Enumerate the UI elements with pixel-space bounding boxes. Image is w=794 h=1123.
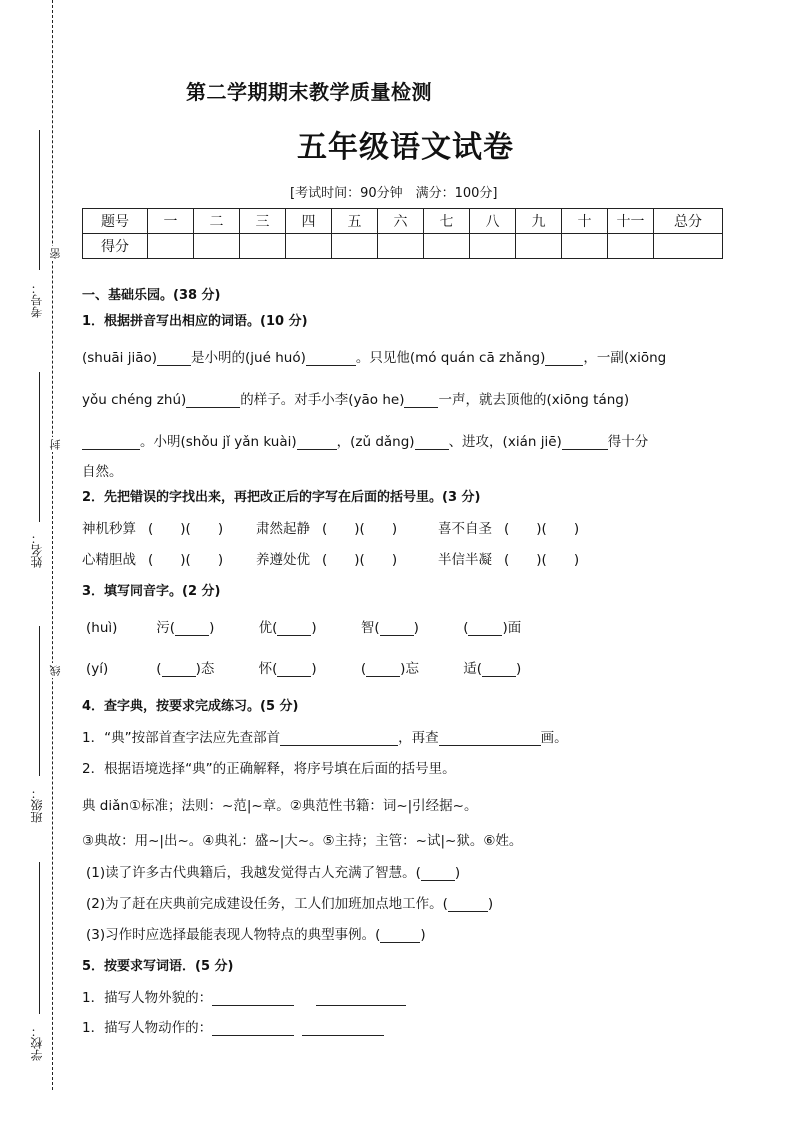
answer-blank[interactable]	[366, 662, 400, 677]
bracket: )	[515, 661, 522, 677]
score-cell[interactable]	[240, 234, 286, 259]
bracket: )	[502, 620, 508, 636]
answer-blank[interactable]	[175, 621, 209, 636]
answer-blank[interactable]	[82, 435, 140, 450]
q3-item	[259, 657, 357, 677]
answer-blank[interactable]	[562, 435, 608, 450]
score-cell[interactable]	[608, 234, 654, 259]
score-cell[interactable]	[286, 234, 332, 259]
q1-text: 得十分	[607, 434, 649, 450]
q2-word: 神机秒算	[82, 521, 136, 537]
xingming-label: 姓名：	[30, 532, 44, 568]
q2-word: 半信半凝	[438, 552, 492, 568]
q4-text: 1．“典”按部首查字法应先查部首	[82, 730, 281, 746]
kaohao-line	[39, 130, 40, 270]
bracket: )	[311, 620, 317, 636]
q3-item	[361, 657, 459, 677]
q3-char: 智	[360, 620, 375, 636]
q1-text: ，一副(xiōng	[583, 350, 667, 366]
answer-blank[interactable]	[186, 393, 240, 408]
q1-text: 、进攻，(xián jiē)	[448, 434, 562, 450]
score-header-cell: 二	[194, 209, 240, 234]
bracket: ( )	[148, 521, 186, 537]
bracket: ( )	[504, 521, 542, 537]
q1-text: 。只见他(mó quán cā zhǎng)	[355, 350, 546, 366]
q1-text: 。小明(shǒu jǐ yǎn kuài)	[140, 434, 297, 450]
score-cell[interactable]	[654, 234, 723, 259]
q3-item	[259, 616, 357, 636]
bracket: ( )	[541, 552, 580, 568]
q3-pinyin: (yí)	[86, 661, 109, 677]
score-cell[interactable]	[424, 234, 470, 259]
bracket: )	[413, 620, 419, 636]
exam-subtitle: 五年级语文试卷	[297, 130, 514, 165]
q2-title: 2．先把错误的字找出来，再把改正后的字写在后面的括号里。(3 分)	[82, 490, 481, 505]
answer-blank[interactable]	[302, 1021, 384, 1036]
q4-sentence-2	[86, 892, 493, 912]
seal-feng: 封	[49, 439, 62, 450]
bracket: ( )	[541, 521, 580, 537]
bracket: ( )	[185, 552, 224, 568]
answer-blank[interactable]	[157, 351, 191, 366]
q2-row-1	[82, 517, 579, 537]
score-header-cell: 九	[516, 209, 562, 234]
q4-line-3: 典 diǎn①标准；法则：~范|~章。②典范性书籍：词~|引经据~。	[82, 798, 478, 814]
q3-char: 适	[463, 661, 477, 677]
score-cell[interactable]	[194, 234, 240, 259]
score-header-cell: 七	[424, 209, 470, 234]
q4-text: (3)习作时应选择最能表现人物特点的典型事例。(	[86, 927, 381, 943]
bracket: (	[272, 620, 278, 636]
bracket: )	[209, 620, 215, 636]
answer-blank[interactable]	[404, 393, 438, 408]
exam-info: [考试时间：90分钟 满分：100分]	[290, 186, 498, 201]
score-header-cell: 四	[286, 209, 332, 234]
score-header-cell: 总分	[654, 209, 723, 234]
score-header-cell: 一	[148, 209, 194, 234]
q3-char: 面	[507, 620, 522, 636]
score-cell[interactable]	[470, 234, 516, 259]
q1-text: ，(zǔ dǎng)	[336, 434, 415, 450]
q4-text: (2)为了赶在庆典前完成建设任务，工人们加班加点地工作。(	[86, 896, 448, 912]
answer-blank[interactable]	[212, 991, 294, 1006]
answer-blank[interactable]	[482, 662, 516, 677]
bracket: (	[360, 661, 367, 677]
score-header-cell: 题号	[83, 209, 148, 234]
bracket: ( )	[322, 552, 360, 568]
xuexiao-line	[39, 862, 40, 1014]
score-row-label: 得分	[83, 234, 148, 259]
bracket: )	[400, 661, 406, 677]
q2-word: 养遵处优	[256, 552, 310, 568]
score-cell[interactable]	[332, 234, 378, 259]
score-cell[interactable]	[562, 234, 608, 259]
q1-line-3	[82, 430, 648, 450]
score-cell[interactable]	[148, 234, 194, 259]
score-cell[interactable]	[516, 234, 562, 259]
score-table-header-row	[83, 209, 723, 234]
kaohao-label: 考号：	[30, 282, 44, 318]
answer-blank[interactable]	[545, 351, 583, 366]
q3-title: 3．填写同音字。(2 分)	[82, 584, 221, 599]
bracket: )	[454, 865, 461, 881]
q4-text: 画。	[540, 730, 568, 746]
score-table	[82, 208, 723, 259]
q2-word: 肃然起静	[256, 521, 310, 537]
q2-answer-brackets[interactable]	[148, 548, 256, 568]
q2-answer-brackets[interactable]	[148, 517, 256, 537]
score-header-cell: 八	[470, 209, 516, 234]
q3-char: 污	[156, 620, 170, 636]
score-header-cell: 十	[562, 209, 608, 234]
q1-text: 的样子。对手小李(yāo he)	[240, 392, 405, 408]
q3-item	[463, 616, 521, 636]
answer-blank[interactable]	[316, 991, 406, 1006]
q4-sentence-3	[86, 923, 426, 943]
q4-text: (1)读了许多古代典籍后，我越发觉得古人充满了智慧。(	[86, 865, 421, 881]
q1-line-2	[82, 388, 629, 408]
score-header-cell: 三	[240, 209, 286, 234]
seal-xian: 线	[49, 665, 62, 676]
q3-item	[156, 616, 254, 636]
answer-blank[interactable]	[439, 731, 541, 746]
bracket: (	[374, 620, 380, 636]
bracket: (	[169, 620, 176, 636]
q2-answer-brackets[interactable]	[322, 548, 438, 568]
answer-blank[interactable]	[297, 435, 337, 450]
answer-blank[interactable]	[380, 928, 420, 943]
q1-text: yǒu chéng zhú)	[82, 392, 187, 408]
q1-line-1	[82, 346, 666, 366]
q3-row-2	[86, 657, 521, 677]
score-header-cell: 五	[332, 209, 378, 234]
seal-mi: 密	[49, 248, 62, 259]
xuexiao-label: 学校：	[30, 1025, 44, 1061]
answer-blank[interactable]	[277, 662, 311, 677]
q4-sentence-1	[86, 861, 460, 881]
answer-blank[interactable]	[468, 621, 502, 636]
q4-line-2: 2．根据语境选择“典”的正确解释，将序号填在后面的括号里。	[82, 761, 456, 777]
bracket: ( )	[359, 552, 398, 568]
answer-blank[interactable]	[421, 866, 455, 881]
bracket: (	[272, 661, 278, 677]
q3-char: 优	[258, 620, 273, 636]
xingming-line	[39, 372, 40, 522]
q4-title: 4．查字典，按要求完成练习。(5 分)	[82, 699, 299, 714]
bracket: )	[195, 661, 201, 677]
q2-word: 心精胆战	[82, 552, 136, 568]
q1-text: 是小明的(jué huó)	[191, 350, 306, 366]
exam-title: 第二学期期末教学质量检测	[186, 80, 432, 104]
answer-blank[interactable]	[380, 621, 414, 636]
q4-line-1	[82, 726, 568, 746]
bracket: ( )	[322, 521, 360, 537]
q4-text: ，再查	[398, 730, 439, 746]
q3-item	[156, 657, 254, 677]
q2-row-2	[82, 548, 579, 568]
bracket: (	[156, 661, 162, 677]
bracket: ( )	[148, 552, 186, 568]
banji-line	[39, 626, 40, 776]
score-header-cell: 十一	[608, 209, 654, 234]
answer-blank[interactable]	[280, 731, 398, 746]
q3-char: 态	[200, 661, 215, 677]
bracket: ( )	[185, 521, 224, 537]
q1-line-4: 自然。	[82, 464, 123, 480]
q5-line-1	[82, 986, 406, 1006]
bracket: )	[487, 896, 494, 912]
score-header-cell: 六	[378, 209, 424, 234]
q3-item	[361, 616, 459, 636]
answer-blank[interactable]	[448, 897, 488, 912]
q5-line-2	[82, 1016, 384, 1036]
bracket: )	[420, 927, 426, 943]
bracket: (	[463, 620, 469, 636]
score-cell[interactable]	[378, 234, 424, 259]
q5-text: 1．描写人物外貌的：	[82, 990, 213, 1006]
banji-label: 班级：	[30, 787, 44, 823]
bracket: ( )	[504, 552, 542, 568]
answer-blank[interactable]	[306, 351, 356, 366]
binding-dashed-line	[52, 0, 53, 1090]
q1-title: 1．根据拼音写出相应的词语。(10 分)	[82, 314, 308, 329]
q3-item	[463, 657, 521, 677]
answer-blank[interactable]	[162, 662, 196, 677]
bracket: ( )	[359, 521, 398, 537]
q5-title: 5．按要求写词语．(5 分)	[82, 959, 234, 974]
q1-text: 一声，就去顶他的(xiōng táng)	[438, 392, 630, 408]
q2-answer-brackets[interactable]	[504, 548, 579, 568]
answer-blank[interactable]	[415, 435, 449, 450]
answer-blank[interactable]	[277, 621, 311, 636]
q1-text: (shuāi jiāo)	[82, 350, 158, 366]
q4-line-4: ③典故：用~|出~。④典礼：盛~|大~。⑤主持；主管：~试|~狱。⑥姓。	[82, 833, 523, 849]
q2-word: 喜不自圣	[438, 521, 492, 537]
q3-pinyin: (huì)	[86, 620, 118, 636]
bracket: (	[476, 661, 482, 677]
q3-row-1	[86, 616, 521, 636]
score-table-score-row	[83, 234, 723, 259]
q3-char: 忘	[405, 661, 419, 677]
q2-answer-brackets[interactable]	[504, 517, 579, 537]
section-heading: 一、基础乐园。(38 分)	[82, 288, 221, 303]
q5-text: 1．描写人物动作的：	[82, 1020, 213, 1036]
bracket: )	[311, 661, 317, 677]
answer-blank[interactable]	[212, 1021, 294, 1036]
q2-answer-brackets[interactable]	[322, 517, 438, 537]
q3-char: 怀	[258, 661, 273, 677]
